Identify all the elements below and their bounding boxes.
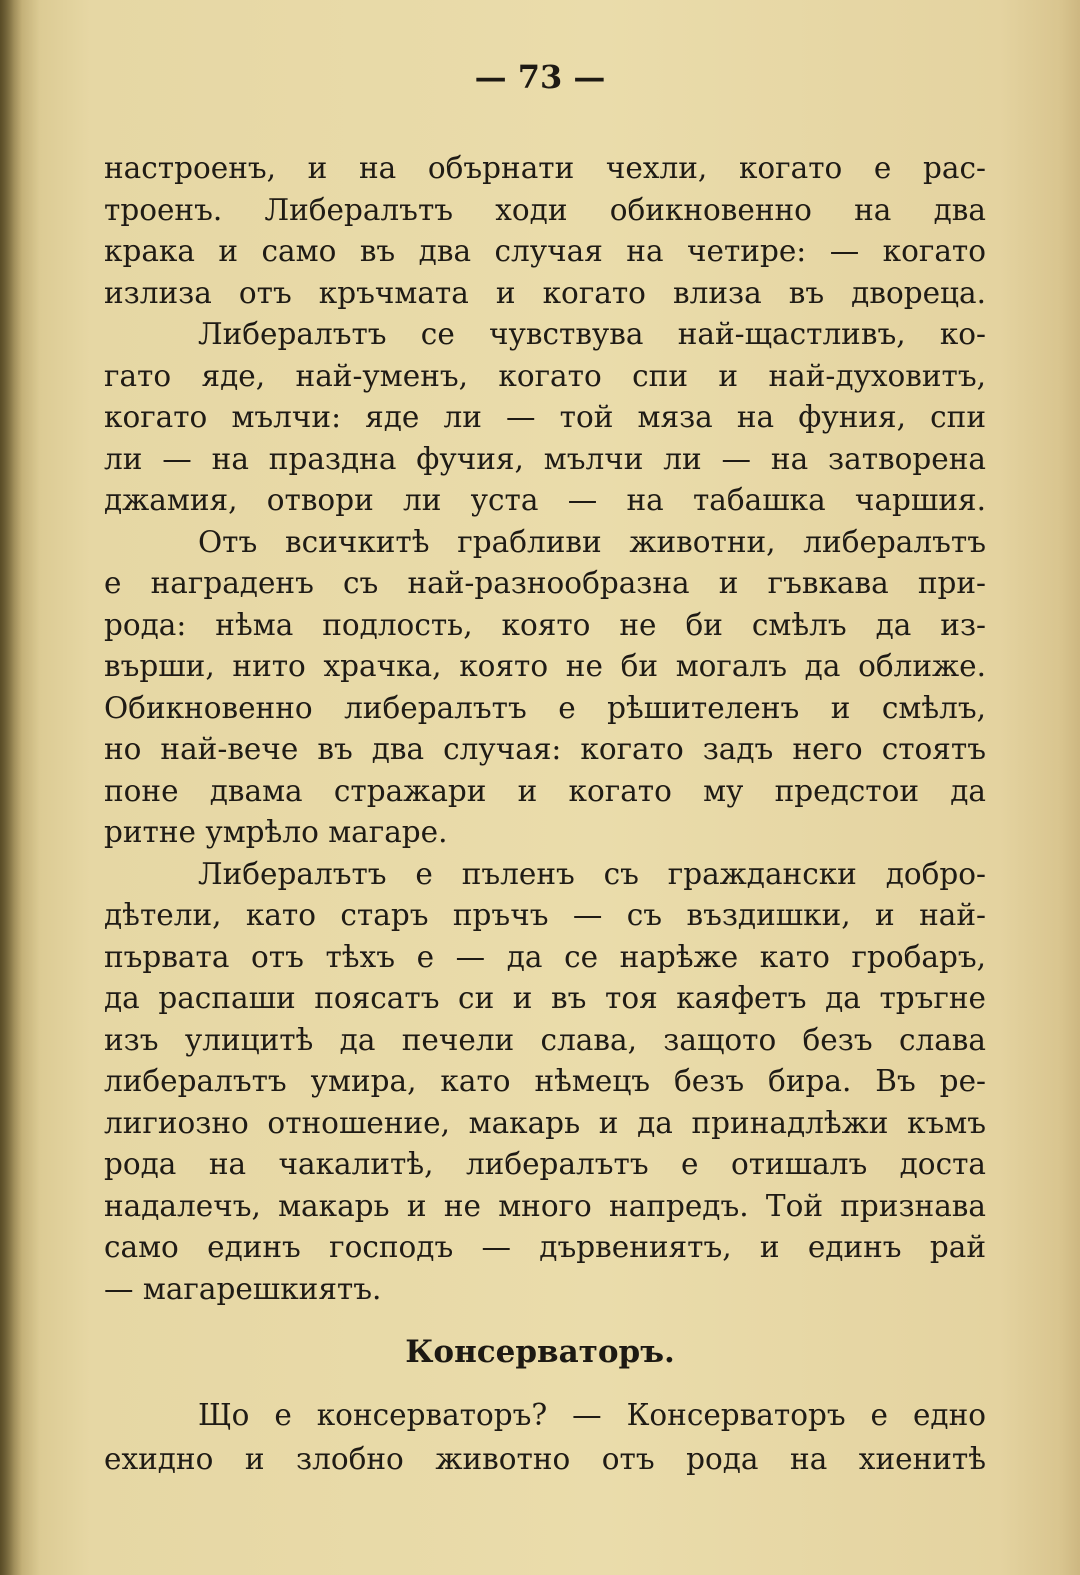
text-line: излиза отъ кръчмата и когато влиза въ двореца. bbox=[104, 275, 986, 310]
text-line: изъ улицитѣ да печели слава, защото безъ слава bbox=[104, 1022, 986, 1057]
text-line: Обикновенно либералътъ е рѣшителенъ и смѣлъ, bbox=[104, 690, 986, 725]
text-line: ехидно и злобно животно отъ рода на хиенитѣ bbox=[104, 1442, 986, 1476]
text-line: крака и само въ два случая на четире: — когато bbox=[104, 234, 986, 268]
text-line: когато мълчи: яде ли — той мяза на фуния, спи bbox=[104, 400, 986, 434]
text-line: поне двама стражари и когато му предстои да bbox=[104, 773, 986, 808]
text-line: Либералътъ се чувствува най-щастливъ, ко- bbox=[198, 317, 986, 351]
text-line: върши, нито храчка, която не би могалъ да оближе. bbox=[104, 649, 986, 683]
text-line: джамия, отвори ли уста — на табашка чаршия. bbox=[104, 483, 986, 517]
section-heading: Консерваторъ. bbox=[405, 1334, 675, 1370]
text-line: рода на чакалитѣ, либералътъ е отишалъ доста bbox=[104, 1147, 986, 1181]
text-line: Отъ всичкитѣ грабливи животни, либералътъ bbox=[198, 524, 986, 559]
text-line: Либералътъ е пъленъ съ граждански добро- bbox=[198, 856, 986, 891]
page-number: — 73 — bbox=[474, 58, 606, 96]
text-line: лигиозно отношение, макарь и да принадлѣжи къмъ bbox=[104, 1105, 986, 1140]
body-text bbox=[104, 148, 986, 1310]
text-line: ритне умрѣло магаре. bbox=[104, 815, 448, 849]
text-line: но най-вече въ два случая: когато задъ него стоятъ bbox=[104, 732, 986, 766]
text-line: дѣтели, като старъ пръчъ — съ въздишки, и най- bbox=[104, 898, 986, 932]
text-line: ли — на праздна фучия, мълчи ли — на затворена bbox=[104, 441, 986, 476]
text-line: е награденъ съ най-разнообразна и гъвкава при- bbox=[104, 566, 986, 600]
text-line: само единъ господъ — дървениятъ, и единъ рай bbox=[104, 1230, 986, 1264]
text-line: рода: нѣма подлость, която не би смѣлъ да из- bbox=[104, 607, 986, 642]
text-line: — магарешкиятъ. bbox=[104, 1271, 382, 1306]
text-line: да распаши поясатъ си и въ тоя каяфетъ да тръгне bbox=[104, 981, 986, 1015]
text-line: надалечъ, макарь и не много напредъ. Той признава bbox=[104, 1188, 986, 1223]
text-line: първата отъ тѣхъ е — да се нарѣже като гробаръ, bbox=[104, 939, 986, 974]
text-line: либералътъ умира, като нѣмецъ безъ бира. Въ ре- bbox=[104, 1064, 986, 1098]
section-body-text bbox=[104, 1393, 986, 1481]
text-line: гато яде, най-уменъ, когато спи и най-духовитъ, bbox=[104, 358, 986, 393]
text-line: троенъ. Либералътъ ходи обикновенно на два bbox=[104, 192, 986, 227]
text-line: настроенъ, и на обърнати чехли, когато е рас- bbox=[104, 151, 986, 185]
text-line: Що е консерваторъ? — Консерваторъ е едно bbox=[198, 1398, 986, 1432]
